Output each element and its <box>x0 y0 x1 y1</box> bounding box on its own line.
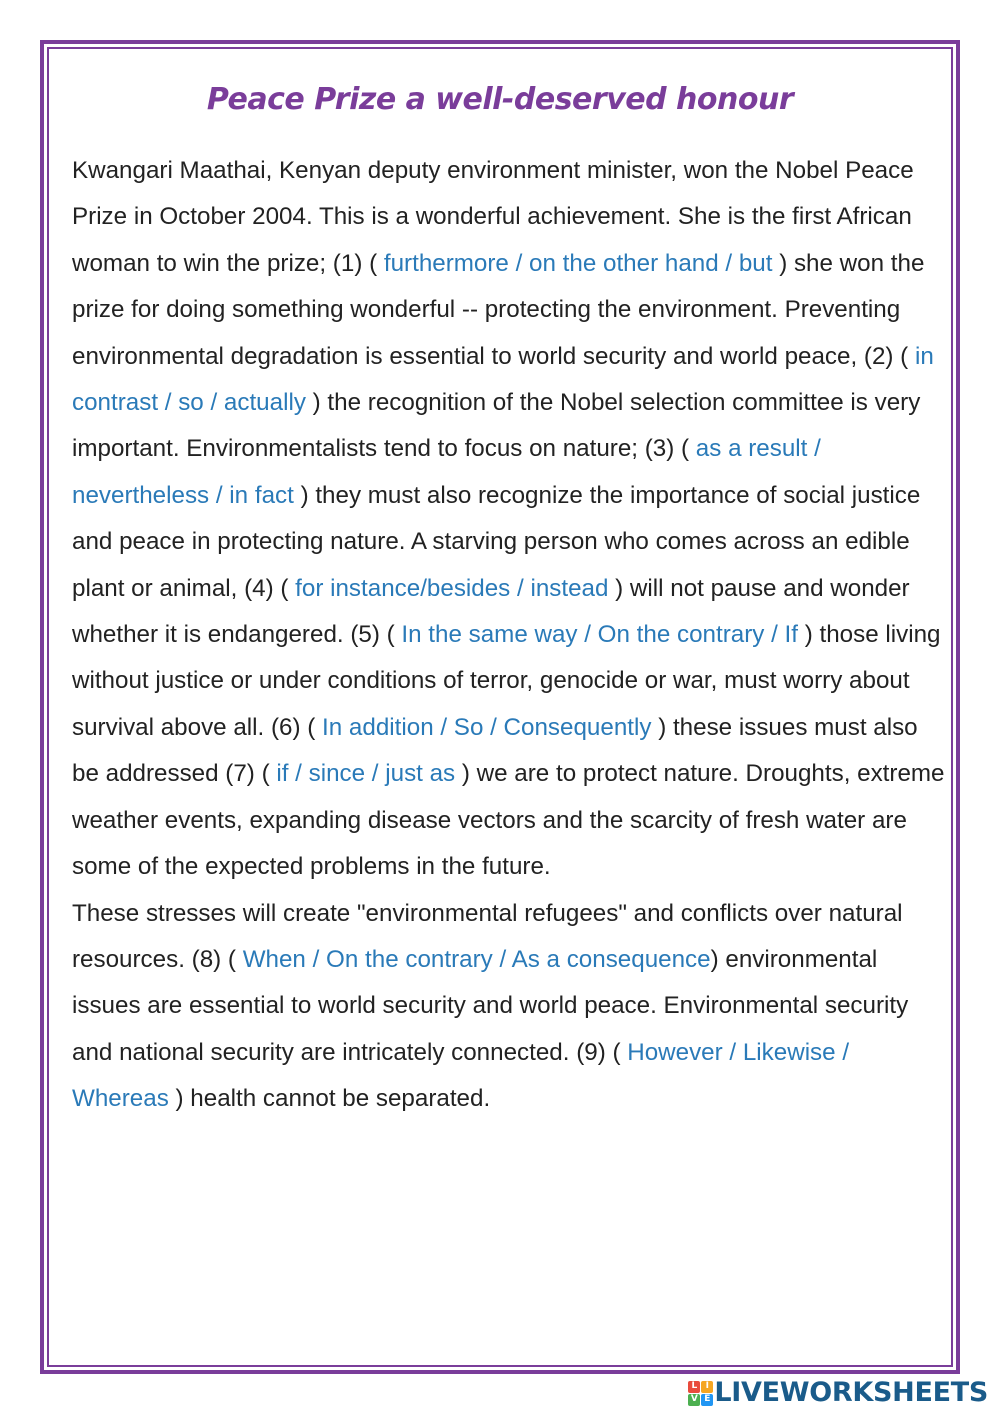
option-choice-8[interactable]: When / On the contrary / As a consequence <box>242 945 711 973</box>
text-segment: ) health cannot be separated. <box>168 1085 491 1113</box>
text-segment: ) these issues must also be addressed (7) ( <box>72 713 918 788</box>
logo-letter: E <box>701 1394 713 1406</box>
text-segment: ) environmental issues are essential to world security and world peace. Environmental security and national security are intricately connected. (9) ( <box>72 945 909 1066</box>
text-segment: ) will not pause and wonder whether it is endangered. (5) ( <box>72 574 910 649</box>
brand-name: LIVEWORKSHEETS <box>714 1377 988 1408</box>
liveworksheets-brand[interactable] <box>688 1377 988 1408</box>
paragraph-2 <box>72 891 947 1123</box>
option-choice-3[interactable]: as a result / nevertheless / in fact <box>72 435 821 509</box>
worksheet-title: Peace Prize a well-deserved honour <box>206 82 794 117</box>
option-choice-5[interactable]: In the same way / On the contrary / If <box>401 621 798 649</box>
text-segment: ) they must also recognize the importance of social justice and peace in protecting nature. A starving person who comes across an edible plant or animal, (4) ( <box>72 481 921 602</box>
liveworksheets-logo-icon <box>688 1381 712 1405</box>
logo-letter: V <box>688 1394 700 1406</box>
text-segment: ) those living without justice or under conditions of terror, genocide or war, must worry about survival above all. (6) ( <box>72 621 941 741</box>
option-choice-4[interactable]: for instance/besides / instead <box>295 574 609 602</box>
logo-letter: I <box>701 1381 713 1393</box>
text-segment: ) she won the prize for doing something wonderful -- protecting the environment. Preventing environmental degradation is essential to world security and world peace, (2) ( <box>72 249 925 370</box>
paragraph-1 <box>72 148 947 891</box>
text-segment: ) the recognition of the Nobel selection committee is very important. Environmentalists tend to focus on nature; (3) ( <box>72 389 921 463</box>
text-segment: ) we are to protect nature. Droughts, extreme weather events, expanding disease vectors and the scarcity of fresh water are some of the expected problems in the future. <box>72 760 945 881</box>
logo-letter: L <box>688 1381 700 1393</box>
option-choice-2[interactable]: in contrast / so / actually <box>72 342 934 417</box>
option-choice-6[interactable]: In addition / So / Consequently <box>322 713 652 741</box>
option-choice-7[interactable]: if / since / just as <box>276 760 456 788</box>
option-choice-9[interactable]: However / Likewise / Whereas <box>72 1038 850 1113</box>
text-segment: These stresses will create "environmental refugees" and conflicts over natural resources. (8) ( <box>72 899 903 973</box>
worksheet-body <box>72 148 947 1123</box>
option-choice-1[interactable]: furthermore / on the other hand / but <box>383 249 773 277</box>
text-segment: Kwangari Maathai, Kenyan deputy environment minister, won the Nobel Peace Prize in October 2004. This is a wonderful achievement. She is the first African woman to win the prize; (1) ( <box>72 157 914 277</box>
